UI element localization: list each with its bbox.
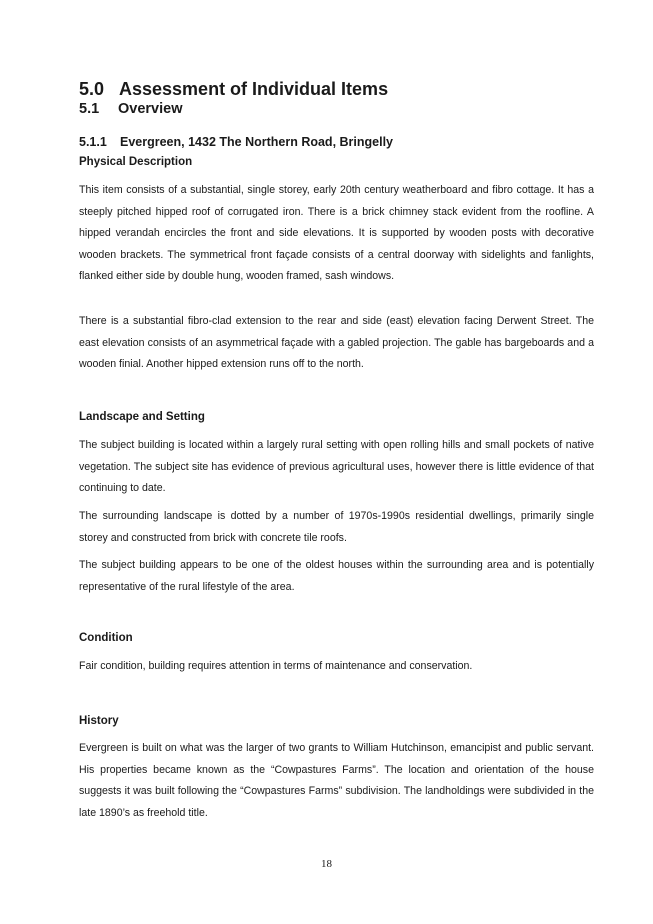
subsection-heading: [79, 100, 183, 118]
section-title: Assessment of Individual Items: [119, 79, 389, 99]
subsection-number: 5.1: [79, 101, 100, 117]
landscape-heading: Landscape and Setting: [79, 411, 205, 423]
page-number: 18: [321, 858, 332, 870]
history-heading: History: [79, 715, 119, 727]
history-paragraph: Evergreen is built on what was the larger of two grants to William Hutchinson, emancipist and public servant. His properties became known as the “Cowpastures Farms”. The location and orientation of the house suggests it was built following the “Cowpastures Farms” subdivision. The landholdings were subdivided in the late 1890’s as freehold title.: [79, 742, 594, 819]
document-page: [79, 0, 594, 924]
condition-heading: Condition: [79, 632, 133, 644]
section-heading: [79, 79, 388, 99]
landscape-paragraph: The subject building appears to be one of the oldest houses within the surrounding area and is potentially representative of the rural lifestyle of the area.: [79, 559, 594, 593]
condition-paragraph: Fair condition, building requires attention in terms of maintenance and conservation.: [79, 660, 473, 672]
physical-description-paragraph: This item consists of a substantial, single storey, early 20th century weatherboard and fibro cottage. It has a steeply pitched hipped roof of corrugated iron. There is a brick chimney stack evident from the roofline. A hipped verandah encircles the front and side elevations. It is supported by wooden posts with decorative wooden brackets. The symmetrical front façade consists of a central doorway with sidelights and fanlights, flanked either side by double hung, wooden framed, sash windows.: [79, 184, 594, 283]
landscape-paragraph: The subject building is located within a largely rural setting with open rolling hills and small pockets of native vegetation. The subject site has evidence of previous agricultural uses, however there is little evidence of that continuing to date.: [79, 439, 594, 495]
item-heading: [79, 134, 393, 150]
item-title: Evergreen, 1432 The Northern Road, Bringelly: [120, 135, 393, 149]
subsection-title: Overview: [118, 101, 183, 117]
physical-description-paragraph: There is a substantial fibro-clad extension to the rear and side (east) elevation facing Derwent Street. The east elevation consists of an asymmetrical façade with a gabled projection. The gable has bargeboards and a wooden finial. Another hipped extension runs off to the north.: [79, 315, 594, 371]
physical-description-heading: Physical Description: [79, 156, 193, 168]
section-number: 5.0: [79, 79, 105, 99]
landscape-paragraph: The surrounding landscape is dotted by a number of 1970s-1990s residential dwellings, primarily single storey and constructed from brick with concrete tile roofs.: [79, 510, 594, 544]
item-number: 5.1.1: [79, 135, 107, 149]
